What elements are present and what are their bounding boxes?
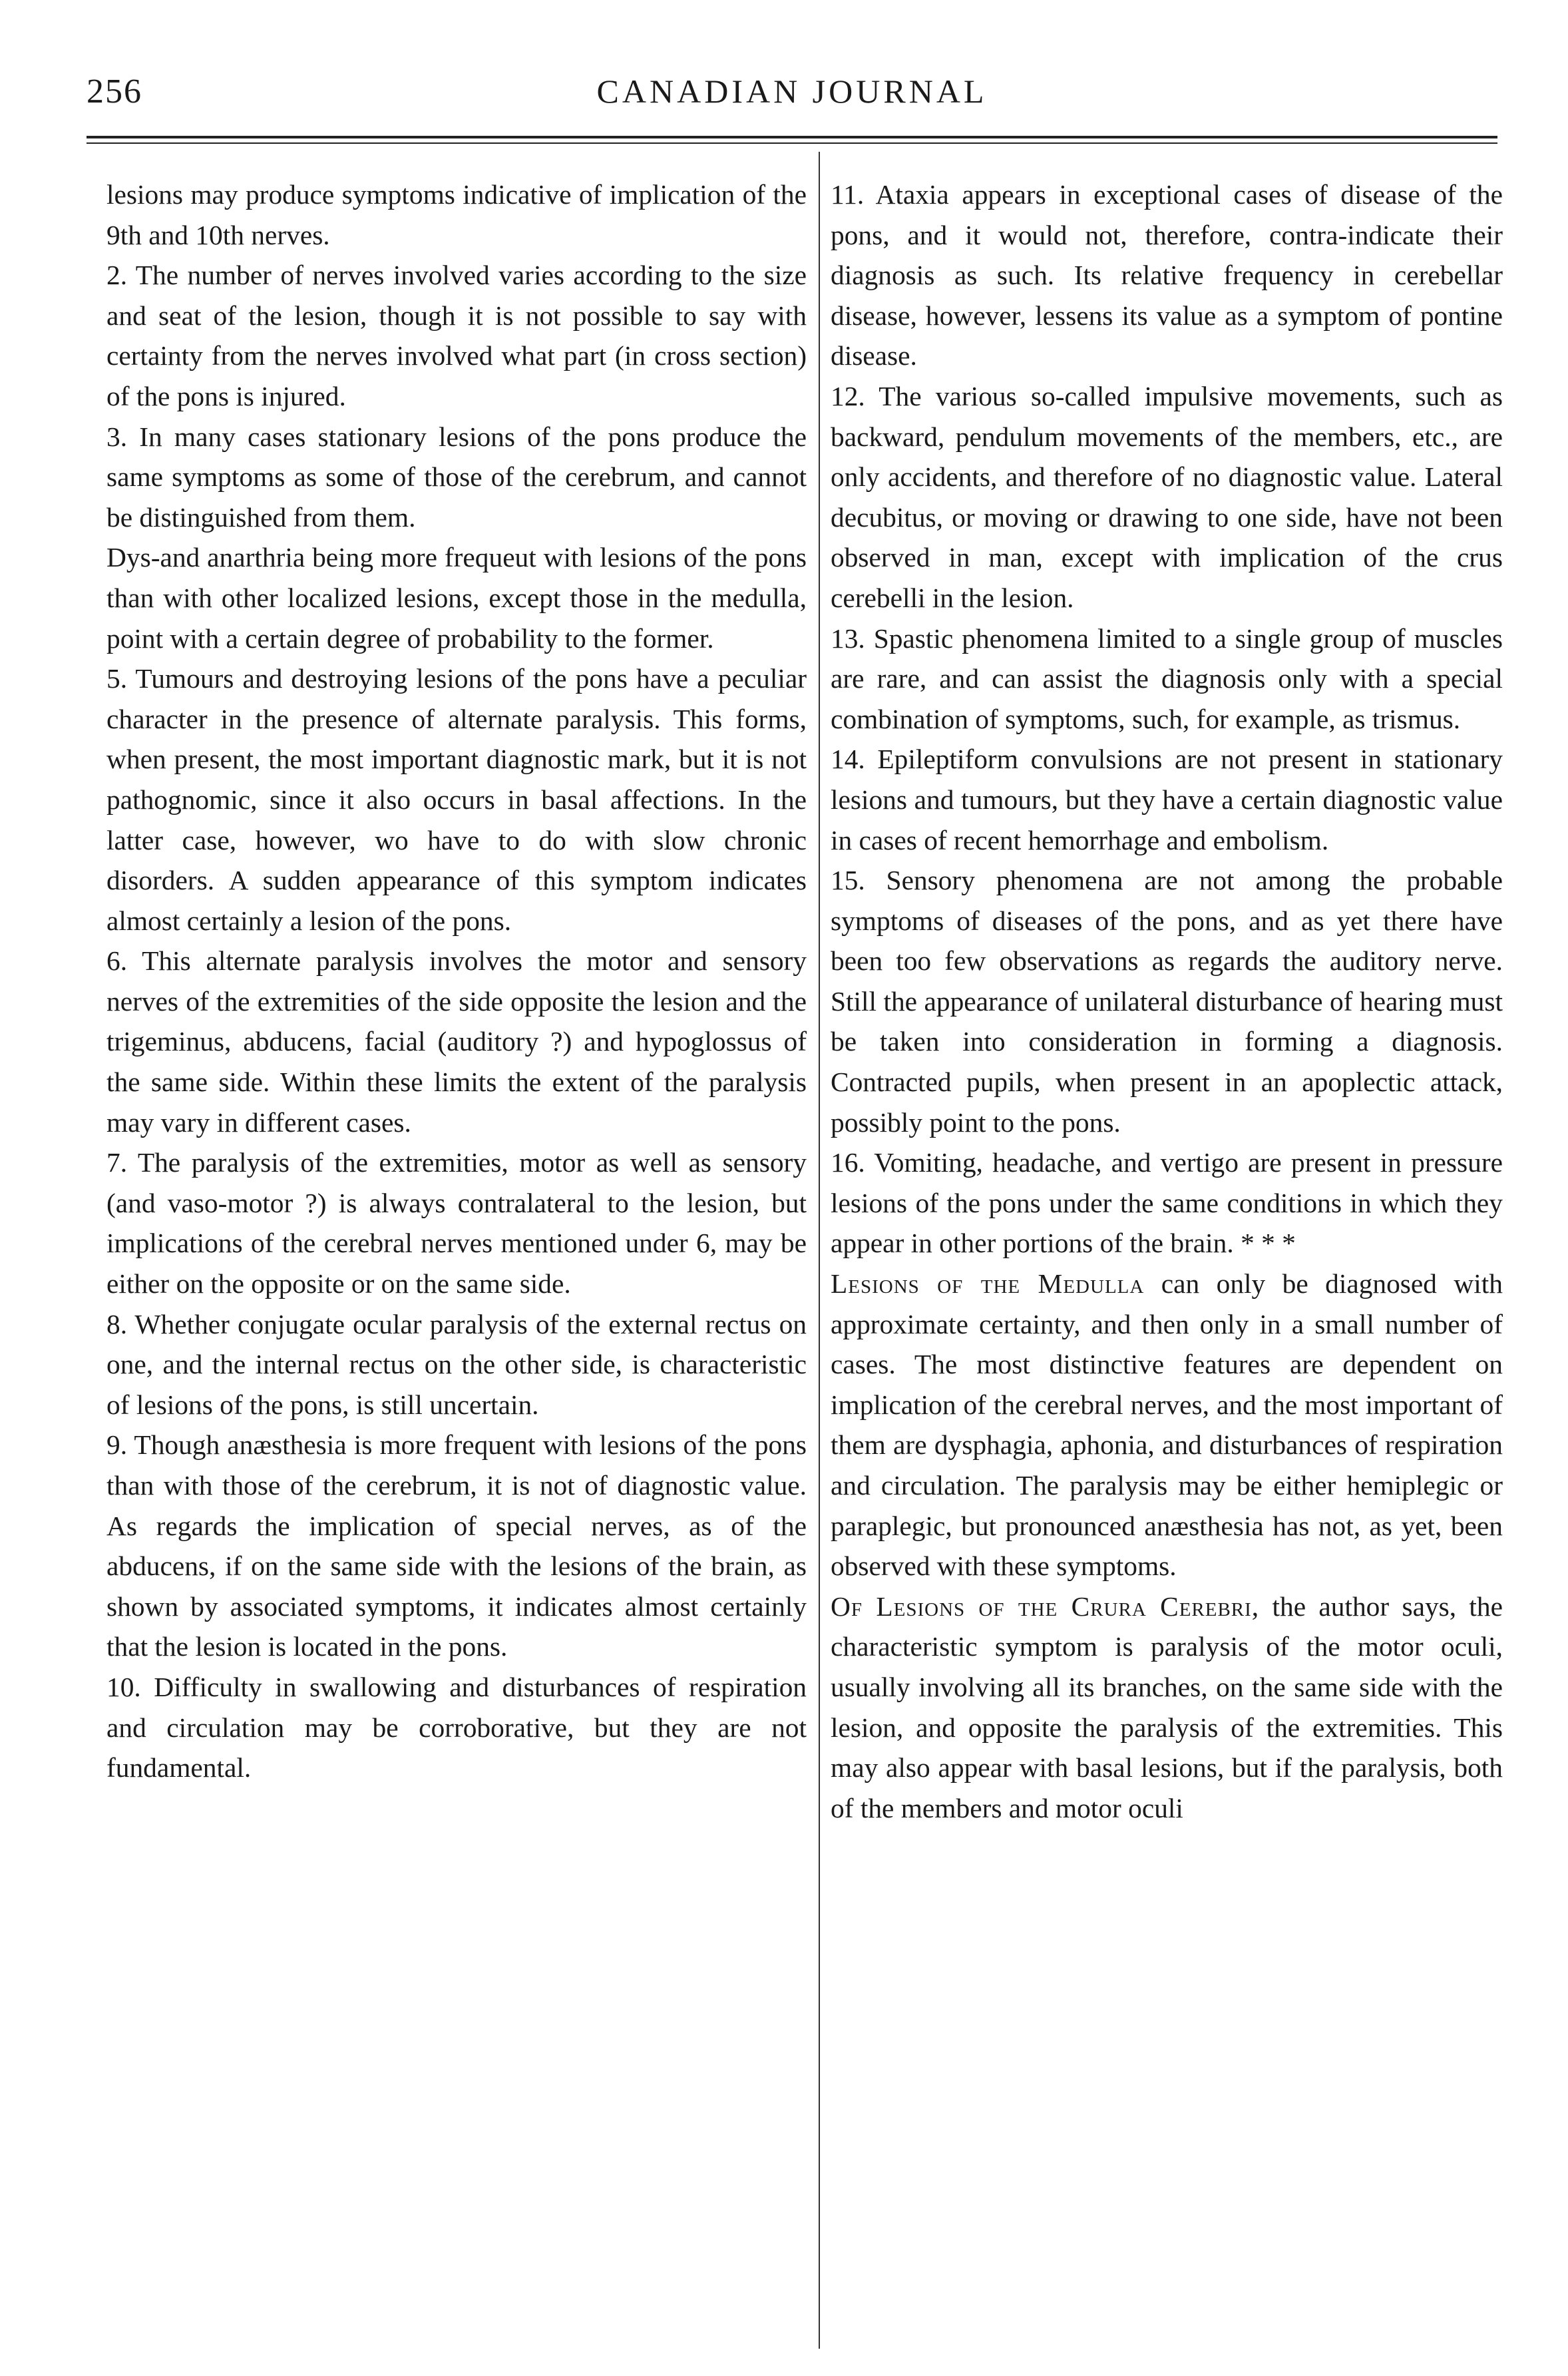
paragraph: 7. The paralysis of the extremities, motor as well as sensory (and vaso-motor ?) is always contralateral to the lesion, but implications of the cerebral nerves mentioned under 6, may be either on the opposite or on the same side. (106, 1147, 807, 1300)
section-text: the author says, the characteristic symptom is paralysis of the motor oculi, usually involving all its branches, on the same side with the lesion, and opposite the paralysis of the extremities. This may also appear with basal lesions, but if the paralysis, both of the members and motor oculi (831, 1590, 1503, 1823)
paragraph: 16. Vomiting, headache, and vertigo are present in pressure lesions of the pons under the same conditions in which they appear in other portions of the brain. * * * (831, 1147, 1503, 1259)
right-column (831, 174, 1503, 1828)
paragraph: lesions may produce symptoms indicative of implication of the 9th and 10th nerves. (106, 179, 807, 250)
paragraph: Dys-and anarthria being more frequeut with lesions of the pons than with other localized lesions, except those in the medulla, point with a certain degree of probability to the former. (106, 542, 807, 654)
section-lead: Lesions of the Medulla (831, 1268, 1145, 1300)
running-head: CANADIAN JOURNAL (596, 73, 988, 110)
paragraph: 15. Sensory phenomena are not among the probable symptoms of diseases of the pons, and as yet there have been too few observations as regards the auditory nerve. Still the appearance of unilateral disturbance of hearing must be taken into consideration in forming a diagnosis. Contracted pupils, when present in an apoplectic attack, possibly point to the pons. (831, 865, 1503, 1138)
paragraph: 14. Epileptiform convulsions are not present in stationary lesions and tumours, but they have a certain diagnostic value in cases of recent hemorrhage and embolism. (831, 744, 1503, 855)
paragraph: 6. This alternate paralysis involves the motor and sensory nerves of the extremities of the side opposite the lesion and the trigeminus, abducens, facial (auditory ?) and hypoglossus of the same side. Within these limits the extent of the paralysis may vary in different cases. (106, 945, 807, 1138)
section-paragraph (831, 1586, 1503, 1829)
left-column (106, 174, 807, 1788)
paragraph: 11. Ataxia appears in exceptional cases of disease of the pons, and it would not, therefore, contra-indicate their diagnosis as such. Its relative frequency in cerebellar disease, however, lessens its value as a symptom of pontine disease. (831, 179, 1503, 371)
paragraph: 13. Spastic phenomena limited to a single group of muscles are rare, and can assist the diagnosis only with a special combination of symptoms, such, for example, as trismus. (831, 622, 1503, 734)
column-divider (819, 152, 820, 2349)
header-rule-thin (87, 142, 1497, 144)
paragraph: 8. Whether conjugate ocular paralysis of the external rectus on one, and the internal rectus on the other side, is characteristic of lesions of the pons, is still uncertain. (106, 1308, 807, 1420)
section-paragraph (831, 1264, 1503, 1586)
paragraph: 5. Tumours and destroying lesions of the pons have a peculiar character in the presence of alternate paralysis. This forms, when present, the most important diagnostic mark, but it is not pathognomic, since it also occurs in basal affections. In the latter case, however, wo have to do with slow chronic disorders. A sudden appearance of this symptom indicates almost certainly a lesion of the pons. (106, 663, 807, 936)
section-lead: Of Lesions of the Crura Cerebri, (831, 1590, 1260, 1622)
paragraph: 2. The number of nerves involved varies according to the size and seat of the lesion, though it is not possible to say with certainty from the nerves involved what part (in cross section) of the pons is injured. (106, 260, 807, 411)
page-header (87, 72, 1497, 125)
paragraph: 10. Difficulty in swallowing and disturbances of respiration and circulation may be corroborative, but they are not fundamental. (106, 1671, 807, 1783)
section-text: can only be diagnosed with approximate certainty, and then only in a small number of cases. The most distinctive features are dependent on implication of the cerebral nerves, and the most important of them are dysphagia, aphonia, and disturbances of respiration and circulation. The paralysis may be either hemiplegic or paraplegic, but pronounced anæsthesia has not, as yet, been observed with these symptoms. (831, 1268, 1503, 1582)
page-number: 256 (87, 73, 142, 111)
paragraph: 12. The various so-called impulsive movements, such as backward, pendulum movements of the members, etc., are only accidents, and therefore of no diagnostic value. Lateral decubitus, or moving or drawing to one side, have not been observed in man, except with implication of the crus cerebelli in the lesion. (831, 380, 1503, 613)
header-rule (87, 136, 1497, 138)
paragraph: 3. In many cases stationary lesions of the pons produce the same symptoms as some of those of the cerebrum, and cannot be distinguished from them. (106, 421, 807, 533)
paragraph: 9. Though anæsthesia is more frequent with lesions of the pons than with those of the cerebrum, it is not of diagnostic value. As regards the implication of special nerves, as of the abducens, if on the same side with the lesions of the brain, as shown by associated symptoms, it indicates almost certainly that the lesion is located in the pons. (106, 1429, 807, 1662)
